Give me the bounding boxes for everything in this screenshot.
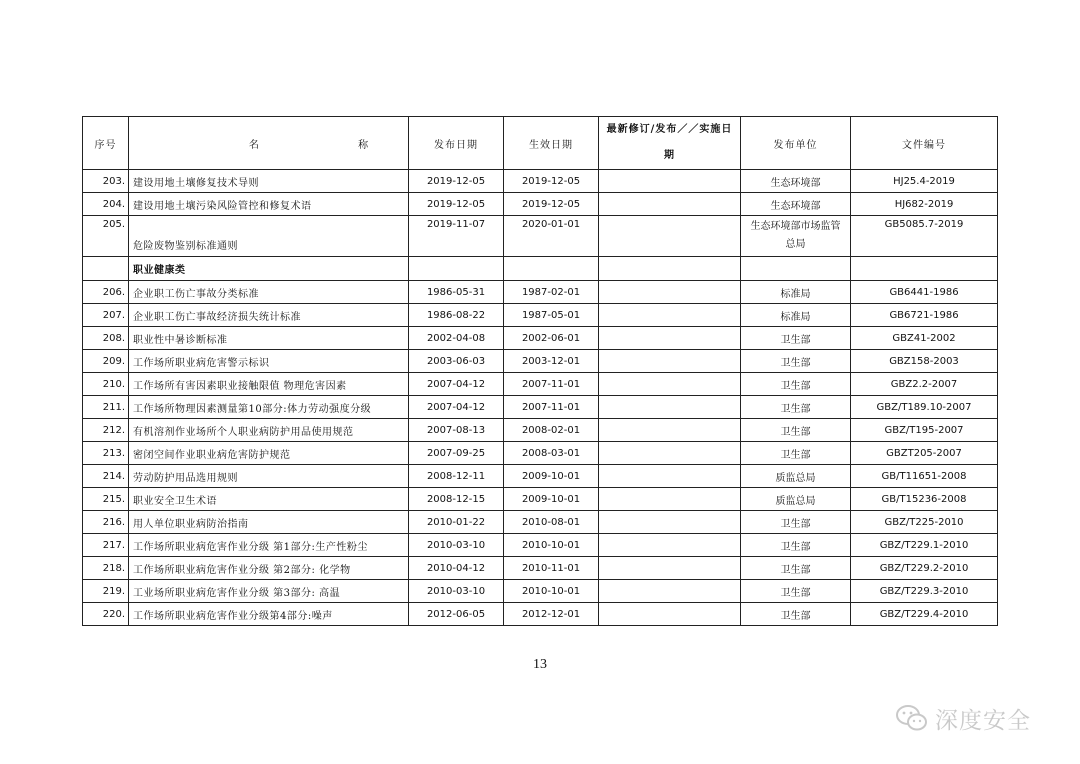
row-issuer: 标准局: [741, 281, 851, 304]
row-effective-date: 2010-11-01: [504, 557, 599, 580]
table-row: [83, 216, 998, 257]
row-doc-code: GBZ/T229.1-2010: [851, 534, 998, 557]
row-latest-revision: [599, 193, 741, 216]
row-doc-code: GB6721-1986: [851, 304, 998, 327]
row-doc-code: GB5085.7-2019: [851, 216, 998, 257]
row-effective-date: 2008-03-01: [504, 442, 599, 465]
row-release-date: 2019-12-05: [409, 193, 504, 216]
row-doc-code: GBZ/T229.4-2010: [851, 603, 998, 626]
row-no: 213.: [83, 442, 129, 465]
row-effective-date: 2019-12-05: [504, 193, 599, 216]
row-effective-date: 2007-11-01: [504, 373, 599, 396]
row-effective-date: 2009-10-01: [504, 465, 599, 488]
table-row: [83, 193, 998, 216]
row-name: 职业安全卫生术语: [129, 488, 409, 511]
row-release-date: 1986-08-22: [409, 304, 504, 327]
row-effective-date: 2002-06-01: [504, 327, 599, 350]
row-effective-date: 2007-11-01: [504, 396, 599, 419]
row-release-date: 2010-01-22: [409, 511, 504, 534]
header-name-right: 称: [358, 139, 369, 151]
row-latest-revision: [599, 170, 741, 193]
category-label: 职业健康类: [129, 257, 409, 281]
row-name: 工业场所职业病危害作业分级 第3部分: 高温: [129, 580, 409, 603]
row-no: 204.: [83, 193, 129, 216]
header-name-left: 名: [248, 139, 259, 151]
row-release-date: 2010-04-12: [409, 557, 504, 580]
row-release-date: 2019-12-05: [409, 170, 504, 193]
row-doc-code: GB6441-1986: [851, 281, 998, 304]
table-row: [83, 350, 998, 373]
row-doc-code: GBZ/T189.10-2007: [851, 396, 998, 419]
row-no: 212.: [83, 419, 129, 442]
row-effective-date: 1987-05-01: [504, 304, 599, 327]
row-release-date: 2007-08-13: [409, 419, 504, 442]
row-effective-date: 1987-02-01: [504, 281, 599, 304]
row-latest-revision: [599, 511, 741, 534]
header-effective-date: 生效日期: [504, 117, 599, 170]
table-row: [83, 603, 998, 626]
row-issuer: 卫生部: [741, 580, 851, 603]
row-release-date: 2007-04-12: [409, 396, 504, 419]
row-doc-code: GBZ/T229.2-2010: [851, 557, 998, 580]
row-latest-revision: [599, 580, 741, 603]
header-issuer: 发布单位: [741, 117, 851, 170]
row-release-date: 2008-12-15: [409, 488, 504, 511]
row-name: 企业职工伤亡事故分类标准: [129, 281, 409, 304]
row-issuer: 卫生部: [741, 396, 851, 419]
row-no: 211.: [83, 396, 129, 419]
header-latest-revision: 最新修订/发布／／实施日期: [599, 117, 741, 170]
row-latest-revision: [599, 488, 741, 511]
row-no: 206.: [83, 281, 129, 304]
table-row: [83, 511, 998, 534]
row-no: 217.: [83, 534, 129, 557]
table-row: [83, 488, 998, 511]
row-issuer: 生态环境部市场监管总局: [741, 216, 851, 257]
row-effective-date: 2010-08-01: [504, 511, 599, 534]
table-row: [83, 557, 998, 580]
table-row: [83, 534, 998, 557]
row-doc-code: GBZT205-2007: [851, 442, 998, 465]
row-no: 216.: [83, 511, 129, 534]
row-release-date: 2019-11-07: [409, 216, 504, 257]
row-no: 210.: [83, 373, 129, 396]
row-name: 劳动防护用品选用规则: [129, 465, 409, 488]
row-latest-revision: [599, 304, 741, 327]
table-row: [83, 419, 998, 442]
row-effective-date: 2020-01-01: [504, 216, 599, 257]
table-body: [83, 170, 998, 281]
row-no: 209.: [83, 350, 129, 373]
row-release-date: 2012-06-05: [409, 603, 504, 626]
row-issuer: 标准局: [741, 304, 851, 327]
row-latest-revision: [599, 465, 741, 488]
table-row: [83, 170, 998, 193]
row-issuer: 卫生部: [741, 327, 851, 350]
row-doc-code: GBZ/T195-2007: [851, 419, 998, 442]
table-row: [83, 465, 998, 488]
table-body-occupational-health: [83, 281, 998, 626]
page-number: 13: [533, 657, 547, 672]
table-row: [83, 580, 998, 603]
row-name: 密闭空间作业职业病危害防护规范: [129, 442, 409, 465]
row-release-date: 2002-04-08: [409, 327, 504, 350]
table-row: [83, 327, 998, 350]
row-no: 207.: [83, 304, 129, 327]
row-doc-code: GB/T11651-2008: [851, 465, 998, 488]
row-name: 工作场所职业病危害作业分级 第2部分: 化学物: [129, 557, 409, 580]
header-name: [129, 117, 409, 170]
row-effective-date: 2009-10-01: [504, 488, 599, 511]
row-latest-revision: [599, 442, 741, 465]
row-doc-code: GBZ41-2002: [851, 327, 998, 350]
row-effective-date: 2008-02-01: [504, 419, 599, 442]
row-issuer: 质监总局: [741, 488, 851, 511]
row-latest-revision: [599, 419, 741, 442]
header-release-date: 发布日期: [409, 117, 504, 170]
header-no: 序号: [83, 117, 129, 170]
table-row: [83, 304, 998, 327]
row-name: 工作场所职业病危害作业分级第4部分:噪声: [129, 603, 409, 626]
row-effective-date: 2003-12-01: [504, 350, 599, 373]
row-issuer: 卫生部: [741, 603, 851, 626]
row-no: 215.: [83, 488, 129, 511]
row-name: 建设用地土壤污染风险管控和修复术语: [129, 193, 409, 216]
row-no: 214.: [83, 465, 129, 488]
row-latest-revision: [599, 350, 741, 373]
row-no: 208.: [83, 327, 129, 350]
table-row: [83, 442, 998, 465]
row-release-date: 2010-03-10: [409, 580, 504, 603]
row-effective-date: 2019-12-05: [504, 170, 599, 193]
row-name: 危险废物鉴别标准通则: [129, 216, 409, 257]
row-issuer: 卫生部: [741, 419, 851, 442]
row-issuer: 质监总局: [741, 465, 851, 488]
row-issuer: 卫生部: [741, 511, 851, 534]
row-doc-code: GBZ/T229.3-2010: [851, 580, 998, 603]
row-name: 工作场所职业病危害作业分级 第1部分:生产性粉尘: [129, 534, 409, 557]
row-latest-revision: [599, 373, 741, 396]
row-doc-code: HJ682-2019: [851, 193, 998, 216]
row-release-date: 1986-05-31: [409, 281, 504, 304]
row-name: 工作场所职业病危害警示标识: [129, 350, 409, 373]
row-doc-code: GB/T15236-2008: [851, 488, 998, 511]
row-issuer: 卫生部: [741, 557, 851, 580]
table-header: [83, 117, 998, 170]
row-release-date: 2007-04-12: [409, 373, 504, 396]
table-row: [83, 373, 998, 396]
row-no: 218.: [83, 557, 129, 580]
row-issuer: 卫生部: [741, 350, 851, 373]
category-row: [83, 257, 998, 281]
row-latest-revision: [599, 216, 741, 257]
row-name: 有机溶剂作业场所个人职业病防护用品使用规范: [129, 419, 409, 442]
row-doc-code: GBZ2.2-2007: [851, 373, 998, 396]
row-latest-revision: [599, 534, 741, 557]
row-latest-revision: [599, 557, 741, 580]
row-latest-revision: [599, 327, 741, 350]
row-issuer: 卫生部: [741, 442, 851, 465]
row-issuer: 生态环境部: [741, 193, 851, 216]
row-release-date: 2008-12-11: [409, 465, 504, 488]
row-latest-revision: [599, 603, 741, 626]
watermark-text: 深度安全: [935, 707, 1031, 734]
row-doc-code: GBZ158-2003: [851, 350, 998, 373]
row-issuer: 卫生部: [741, 534, 851, 557]
row-release-date: 2010-03-10: [409, 534, 504, 557]
table-row: [83, 281, 998, 304]
row-latest-revision: [599, 281, 741, 304]
row-doc-code: GBZ/T225-2010: [851, 511, 998, 534]
row-issuer: 生态环境部: [741, 170, 851, 193]
row-no: 203.: [83, 170, 129, 193]
row-name: 用人单位职业病防治指南: [129, 511, 409, 534]
row-no: 205.: [83, 216, 129, 257]
row-name: 企业职工伤亡事故经济损失统计标准: [129, 304, 409, 327]
row-effective-date: 2012-12-01: [504, 603, 599, 626]
row-release-date: 2007-09-25: [409, 442, 504, 465]
table-row: [83, 396, 998, 419]
row-no: 220.: [83, 603, 129, 626]
row-name: 工作场所有害因素职业接触限值 物理危害因素: [129, 373, 409, 396]
row-doc-code: HJ25.4-2019: [851, 170, 998, 193]
row-release-date: 2003-06-03: [409, 350, 504, 373]
row-name: 建设用地土壤修复技术导则: [129, 170, 409, 193]
row-latest-revision: [599, 396, 741, 419]
row-name: 工作场所物理因素测量第10部分:体力劳动强度分级: [129, 396, 409, 419]
row-effective-date: 2010-10-01: [504, 580, 599, 603]
standards-table: [82, 116, 998, 626]
watermark: [895, 698, 1031, 738]
row-effective-date: 2010-10-01: [504, 534, 599, 557]
wechat-icon: [895, 703, 929, 733]
row-no: 219.: [83, 580, 129, 603]
row-name: 职业性中暑诊断标准: [129, 327, 409, 350]
header-doc-code: 文件编号: [851, 117, 998, 170]
row-issuer: 卫生部: [741, 373, 851, 396]
